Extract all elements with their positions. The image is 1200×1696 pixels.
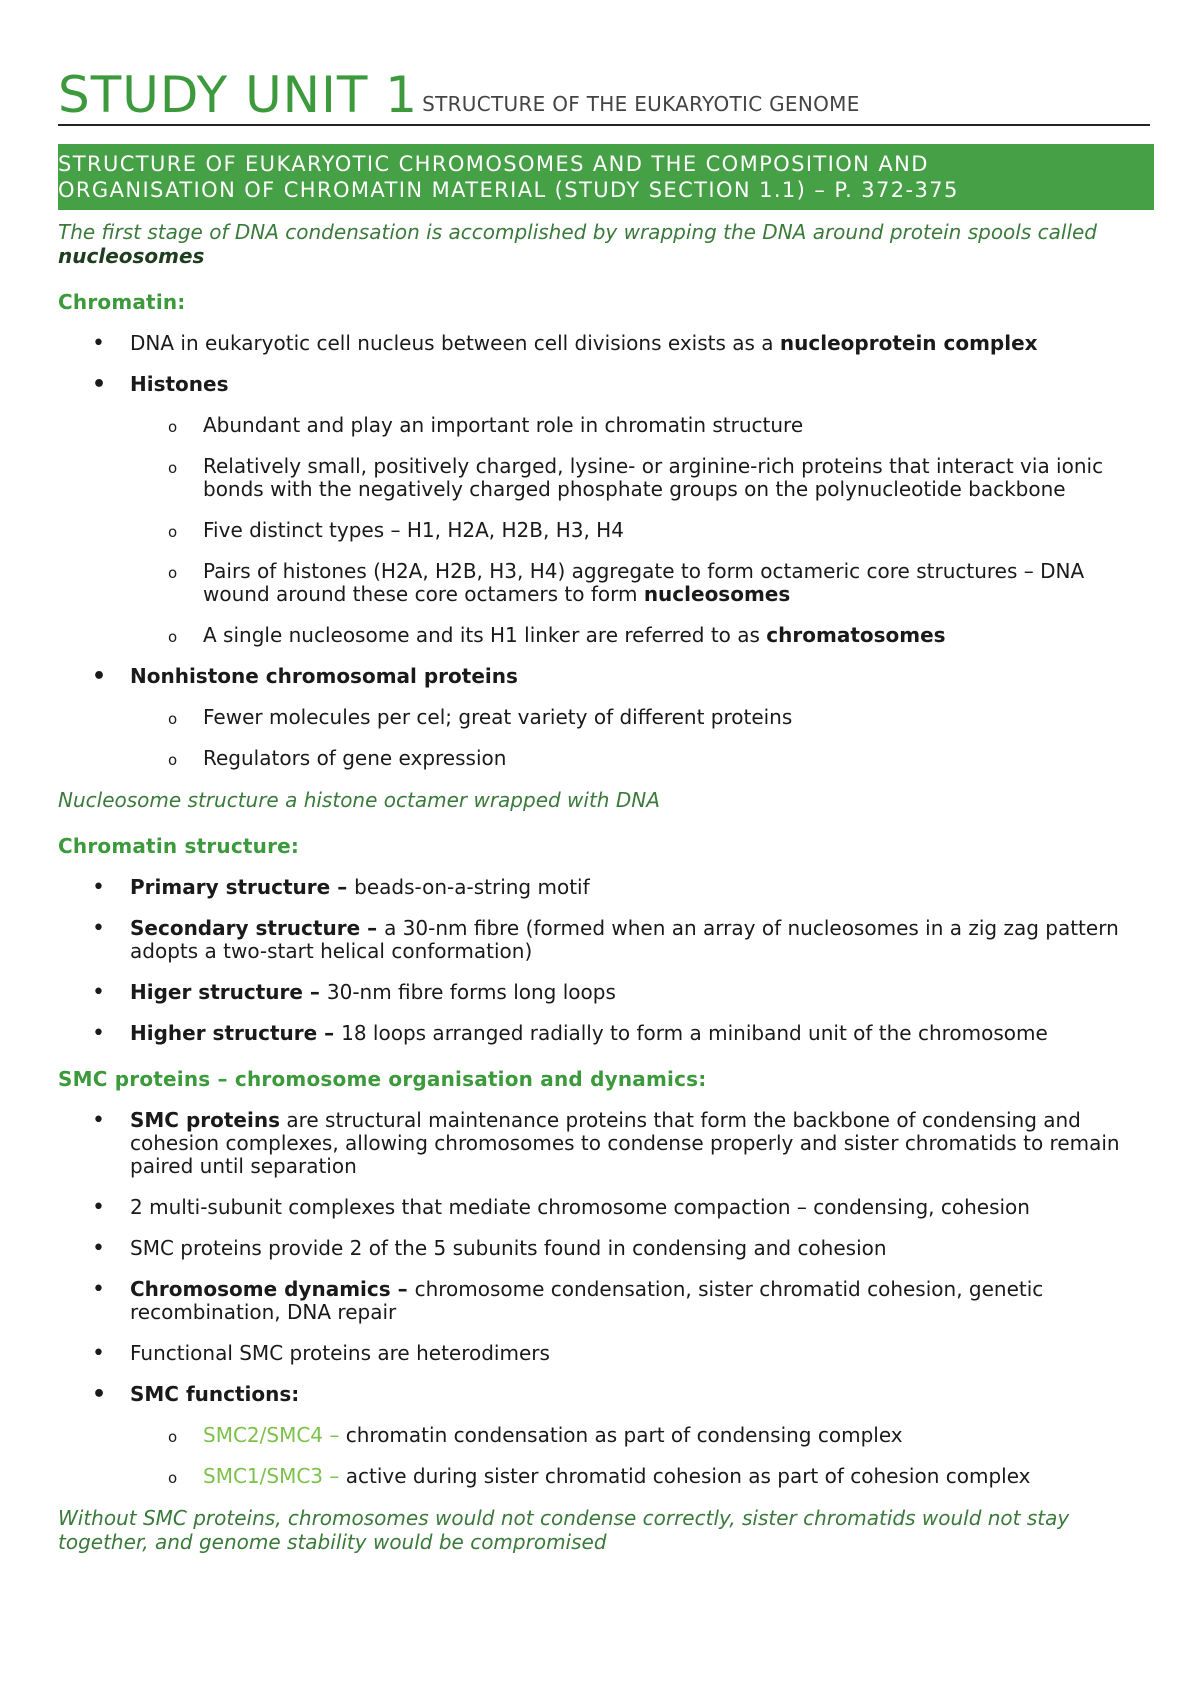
item-bold: chromatosomes xyxy=(766,623,946,647)
item-bold: Primary structure – xyxy=(130,875,355,899)
item-text: beads-on-a-string motif xyxy=(354,875,590,899)
structure-list xyxy=(58,876,1148,1045)
list-item: • Functional SMC proteins are heterodimers xyxy=(58,1342,1148,1365)
heading-chromatin-structure: Chromatin structure: xyxy=(58,834,300,858)
item-bold: Higer structure – xyxy=(130,980,327,1004)
item-text: chromatin condensation as part of condensing complex xyxy=(345,1423,903,1447)
item-bold: Higher structure – xyxy=(130,1021,342,1045)
item-green: SMC2/SMC4 – xyxy=(203,1423,346,1447)
sub-item: o Regulators of gene expression xyxy=(58,747,1148,770)
sub-item: o Relatively small, positively charged, lysine- or arginine-rich proteins that interact via ionic bonds with the negatively charged phosphate groups on the polynucleotide backbone xyxy=(58,455,1148,501)
item-text: are structural maintenance proteins that form the backbone of condensing and cohesion complexes, allowing chromosomes to condense properly and sister chromatids to remain paired until separation xyxy=(130,1108,1120,1178)
item-text: DNA in eukaryotic cell nucleus between cell divisions exists as a xyxy=(130,331,780,355)
item-text: Pairs of histones (H2A, H2B, H3, H4) aggregate to form octameric core structures – DNA wound around these core octamers to form xyxy=(203,559,1085,606)
sub-item: o Abundant and play an important role in chromatin structure xyxy=(58,414,1148,437)
sub-item xyxy=(58,560,1148,606)
list-item-smc-functions: • SMC functions: xyxy=(58,1383,1148,1406)
list-item xyxy=(58,1278,1148,1324)
sub-item: o Fewer molecules per cel; great variety of different proteins xyxy=(58,706,1148,729)
nucleosome-note: Nucleosome structure a histone octamer wrapped with DNA xyxy=(58,788,660,812)
item-text: A single nucleosome and its H1 linker are referred to as xyxy=(203,623,767,647)
banner-line-1: STRUCTURE OF EUKARYOTIC CHROMOSOMES AND THE COMPOSITION AND xyxy=(58,152,929,176)
intro-bold: nucleosomes xyxy=(58,244,205,268)
heading-smc: SMC proteins – chromosome organisation and dynamics: xyxy=(58,1067,707,1091)
list-item xyxy=(58,917,1148,963)
sub-item xyxy=(58,1465,1148,1488)
item-text: a 30-nm fibre (formed when an array of nucleosomes in a zig zag pattern adopts a two-start helical conformation) xyxy=(130,916,1119,963)
list-item: • SMC proteins provide 2 of the 5 subunits found in condensing and cohesion xyxy=(58,1237,1148,1260)
list-item xyxy=(58,981,1148,1004)
section-banner xyxy=(58,144,1154,210)
item-bold: nucleoprotein complex xyxy=(779,331,1038,355)
banner-line-2: ORGANISATION OF CHROMATIN MATERIAL (STUDY SECTION 1.1) – P. 372-375 xyxy=(58,178,959,202)
smc-list xyxy=(58,1109,1148,1488)
sub-item xyxy=(58,1424,1148,1447)
item-text: 30-nm fibre forms long loops xyxy=(326,980,616,1004)
item-text: 18 loops arranged radially to form a miniband unit of the chromosome xyxy=(341,1021,1048,1045)
unit-subtitle: STRUCTURE OF THE EUKARYOTIC GENOME xyxy=(422,92,860,116)
list-item xyxy=(58,876,1148,899)
item-bold: nucleosomes xyxy=(643,582,791,606)
list-item-histones: • Histones xyxy=(58,373,1148,396)
chromatin-list xyxy=(58,332,1148,770)
smc-note: Without SMC proteins, chromosomes would not condense correctly, sister chromatids would not stay together, and genome stability would be compromised xyxy=(58,1506,1070,1554)
item-bold: SMC proteins xyxy=(130,1108,280,1132)
list-item xyxy=(58,1109,1148,1178)
list-item-nonhistone: • Nonhistone chromosomal proteins xyxy=(58,665,1148,688)
list-item xyxy=(58,1022,1148,1045)
list-item xyxy=(58,332,1148,355)
title-row xyxy=(58,66,1150,126)
sub-item xyxy=(58,624,1148,647)
item-bold: Secondary structure – xyxy=(130,916,385,940)
heading-chromatin: Chromatin: xyxy=(58,290,186,314)
list-item: • 2 multi-subunit complexes that mediate chromosome compaction – condensing, cohesion xyxy=(58,1196,1148,1219)
sub-item: o Five distinct types – H1, H2A, H2B, H3, H4 xyxy=(58,519,1148,542)
item-bold: Chromosome dynamics – xyxy=(130,1277,415,1301)
intro-note xyxy=(58,220,1148,268)
item-text: chromosome condensation, sister chromatid cohesion, genetic recombination, DNA repair xyxy=(130,1277,1044,1324)
intro-text: The first stage of DNA condensation is accomplished by wrapping the DNA around protein spools called xyxy=(58,220,1097,244)
item-green: SMC1/SMC3 – xyxy=(203,1464,346,1488)
item-text: active during sister chromatid cohesion as part of cohesion complex xyxy=(345,1464,1031,1488)
unit-title: STUDY UNIT 1 xyxy=(58,66,419,124)
